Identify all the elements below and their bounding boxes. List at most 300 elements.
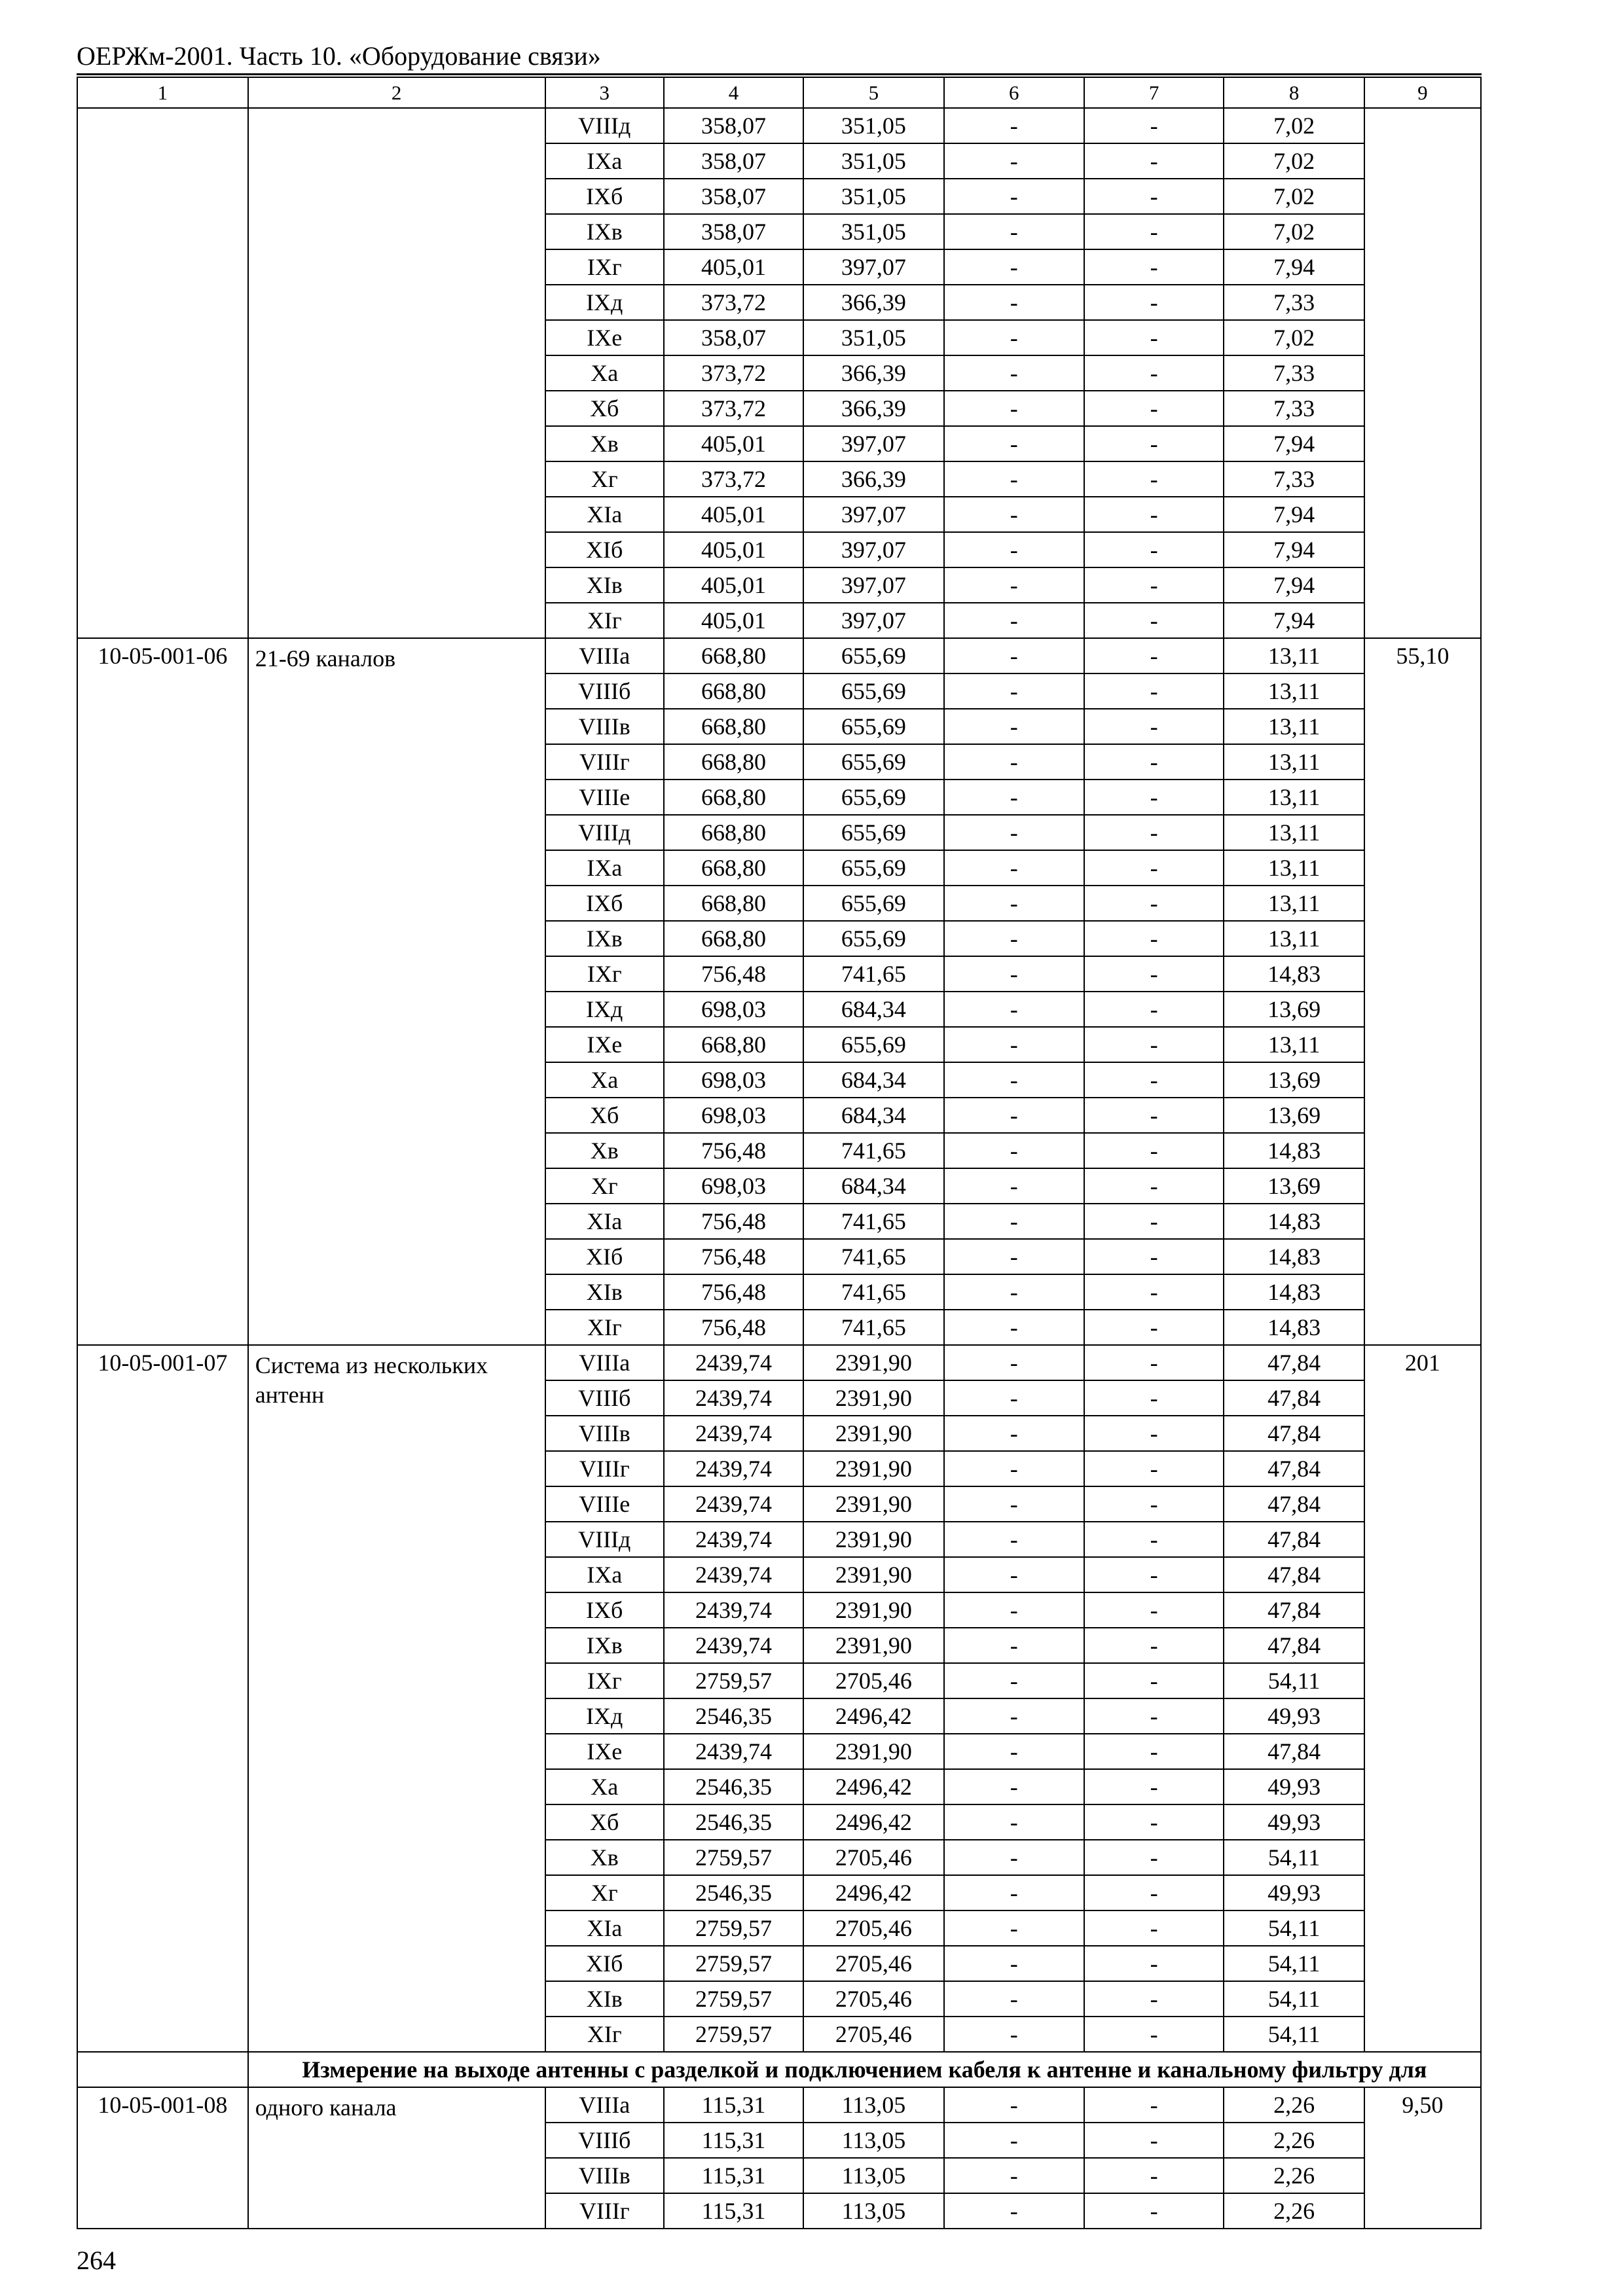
region-zone-cell: IXг [545, 956, 664, 992]
materials-cell: 49,93 [1224, 1875, 1364, 1910]
region-zone-cell: Xв [545, 426, 664, 461]
column-number: 2 [248, 77, 545, 108]
labor-cost-cell: 2496,42 [803, 1698, 943, 1734]
machines-cell: - [944, 709, 1084, 744]
region-zone-cell: IXе [545, 1027, 664, 1062]
machines-cell: - [944, 1168, 1084, 1204]
machines-cell: - [944, 391, 1084, 426]
column-number: 8 [1224, 77, 1364, 108]
materials-cell: 14,83 [1224, 1310, 1364, 1345]
materials-cell: 13,69 [1224, 1098, 1364, 1133]
region-zone-cell: XIг [545, 1310, 664, 1345]
materials-cell: 7,02 [1224, 108, 1364, 143]
driver-wages-cell: - [1084, 1840, 1224, 1875]
materials-cell: 14,83 [1224, 1204, 1364, 1239]
machines-cell: - [944, 143, 1084, 179]
driver-wages-cell: - [1084, 1663, 1224, 1698]
direct-cost-cell: 2759,57 [664, 1840, 803, 1875]
materials-cell: 7,94 [1224, 603, 1364, 638]
machines-cell: - [944, 2158, 1084, 2193]
region-zone-cell: Xг [545, 1875, 664, 1910]
direct-cost-cell: 668,80 [664, 638, 803, 673]
machines-cell: - [944, 1698, 1084, 1734]
labor-cost-cell: 741,65 [803, 1274, 943, 1310]
machines-cell: - [944, 1910, 1084, 1946]
materials-cell: 13,11 [1224, 886, 1364, 921]
direct-cost-cell: 358,07 [664, 179, 803, 214]
region-zone-cell: IXг [545, 249, 664, 285]
materials-cell: 7,94 [1224, 249, 1364, 285]
driver-wages-cell: - [1084, 567, 1224, 603]
direct-cost-cell: 405,01 [664, 497, 803, 532]
direct-cost-cell: 756,48 [664, 1239, 803, 1274]
labor-cost-cell: 655,69 [803, 886, 943, 921]
region-zone-cell: IXа [545, 1557, 664, 1592]
materials-cell: 13,11 [1224, 709, 1364, 744]
direct-cost-cell: 373,72 [664, 355, 803, 391]
direct-cost-cell: 756,48 [664, 1310, 803, 1345]
driver-wages-cell: - [1084, 673, 1224, 709]
driver-wages-cell: - [1084, 249, 1224, 285]
region-zone-cell: XIа [545, 1204, 664, 1239]
labor-cost-cell: 113,05 [803, 2087, 943, 2123]
driver-wages-cell: - [1084, 1062, 1224, 1098]
labor-cost-cell: 655,69 [803, 780, 943, 815]
driver-wages-cell: - [1084, 1698, 1224, 1734]
driver-wages-cell: - [1084, 815, 1224, 850]
driver-wages-cell: - [1084, 355, 1224, 391]
column-9-cell: 9,50 [1364, 2087, 1481, 2229]
region-zone-cell: VIIIа [545, 2087, 664, 2123]
region-zone-cell: Xа [545, 1062, 664, 1098]
direct-cost-cell: 668,80 [664, 1027, 803, 1062]
region-zone-cell: VIIIд [545, 108, 664, 143]
machines-cell: - [944, 1522, 1084, 1557]
machines-cell: - [944, 108, 1084, 143]
labor-cost-cell: 366,39 [803, 391, 943, 426]
materials-cell: 47,84 [1224, 1628, 1364, 1663]
driver-wages-cell: - [1084, 2017, 1224, 2052]
labor-cost-cell: 2391,90 [803, 1345, 943, 1380]
driver-wages-cell: - [1084, 1168, 1224, 1204]
rate-name-cell [248, 108, 545, 638]
materials-cell: 49,93 [1224, 1804, 1364, 1840]
driver-wages-cell: - [1084, 921, 1224, 956]
direct-cost-cell: 2546,35 [664, 1804, 803, 1840]
direct-cost-cell: 2759,57 [664, 1910, 803, 1946]
direct-cost-cell: 373,72 [664, 285, 803, 320]
labor-cost-cell: 366,39 [803, 461, 943, 497]
materials-cell: 14,83 [1224, 1274, 1364, 1310]
driver-wages-cell: - [1084, 1204, 1224, 1239]
rate-name-cell: одного канала [248, 2087, 545, 2229]
labor-cost-cell: 113,05 [803, 2158, 943, 2193]
column-number-row [77, 77, 1481, 108]
machines-cell: - [944, 1310, 1084, 1345]
direct-cost-cell: 756,48 [664, 1274, 803, 1310]
direct-cost-cell: 2546,35 [664, 1875, 803, 1910]
region-zone-cell: XIб [545, 532, 664, 567]
materials-cell: 14,83 [1224, 1133, 1364, 1168]
labor-cost-cell: 351,05 [803, 143, 943, 179]
direct-cost-cell: 115,31 [664, 2123, 803, 2158]
materials-cell: 7,33 [1224, 461, 1364, 497]
region-zone-cell: IXв [545, 921, 664, 956]
machines-cell: - [944, 1416, 1084, 1451]
direct-cost-cell: 115,31 [664, 2158, 803, 2193]
labor-cost-cell: 655,69 [803, 850, 943, 886]
driver-wages-cell: - [1084, 1734, 1224, 1769]
direct-cost-cell: 2439,74 [664, 1628, 803, 1663]
direct-cost-cell: 698,03 [664, 992, 803, 1027]
region-zone-cell: Xб [545, 1804, 664, 1840]
materials-cell: 47,84 [1224, 1486, 1364, 1522]
column-number: 7 [1084, 77, 1224, 108]
driver-wages-cell: - [1084, 1557, 1224, 1592]
materials-cell: 2,26 [1224, 2087, 1364, 2123]
machines-cell: - [944, 850, 1084, 886]
machines-cell: - [944, 214, 1084, 249]
driver-wages-cell: - [1084, 1981, 1224, 2017]
direct-cost-cell: 358,07 [664, 214, 803, 249]
materials-cell: 7,94 [1224, 426, 1364, 461]
driver-wages-cell: - [1084, 1910, 1224, 1946]
materials-cell: 47,84 [1224, 1451, 1364, 1486]
materials-cell: 54,11 [1224, 2017, 1364, 2052]
column-number: 3 [545, 77, 664, 108]
labor-cost-cell: 366,39 [803, 285, 943, 320]
machines-cell: - [944, 1804, 1084, 1840]
table-row [77, 1345, 1481, 1380]
machines-cell: - [944, 497, 1084, 532]
machines-cell: - [944, 1592, 1084, 1628]
labor-cost-cell: 2391,90 [803, 1628, 943, 1663]
driver-wages-cell: - [1084, 1345, 1224, 1380]
materials-cell: 13,69 [1224, 1062, 1364, 1098]
machines-cell: - [944, 1451, 1084, 1486]
driver-wages-cell: - [1084, 1628, 1224, 1663]
driver-wages-cell: - [1084, 532, 1224, 567]
driver-wages-cell: - [1084, 1804, 1224, 1840]
direct-cost-cell: 2439,74 [664, 1345, 803, 1380]
driver-wages-cell: - [1084, 426, 1224, 461]
labor-cost-cell: 351,05 [803, 214, 943, 249]
driver-wages-cell: - [1084, 1239, 1224, 1274]
region-zone-cell: XIб [545, 1946, 664, 1981]
direct-cost-cell: 698,03 [664, 1168, 803, 1204]
labor-cost-cell: 2496,42 [803, 1804, 943, 1840]
direct-cost-cell: 2759,57 [664, 1663, 803, 1698]
labor-cost-cell: 655,69 [803, 744, 943, 780]
materials-cell: 47,84 [1224, 1557, 1364, 1592]
region-zone-cell: VIIIе [545, 1486, 664, 1522]
labor-cost-cell: 741,65 [803, 1204, 943, 1239]
machines-cell: - [944, 532, 1084, 567]
machines-cell: - [944, 1769, 1084, 1804]
labor-cost-cell: 684,34 [803, 1098, 943, 1133]
column-number: 5 [803, 77, 943, 108]
region-zone-cell: VIIIд [545, 815, 664, 850]
table-row [77, 2087, 1481, 2123]
driver-wages-cell: - [1084, 1946, 1224, 1981]
machines-cell: - [944, 673, 1084, 709]
direct-cost-cell: 2759,57 [664, 1946, 803, 1981]
machines-cell: - [944, 1981, 1084, 2017]
direct-cost-cell: 698,03 [664, 1062, 803, 1098]
machines-cell: - [944, 2017, 1084, 2052]
region-zone-cell: Xа [545, 355, 664, 391]
section-heading-row [77, 2052, 1481, 2087]
labor-cost-cell: 351,05 [803, 179, 943, 214]
region-zone-cell: IXг [545, 1663, 664, 1698]
driver-wages-cell: - [1084, 886, 1224, 921]
materials-cell: 13,11 [1224, 744, 1364, 780]
direct-cost-cell: 2439,74 [664, 1522, 803, 1557]
machines-cell: - [944, 1663, 1084, 1698]
labor-cost-cell: 351,05 [803, 320, 943, 355]
materials-cell: 2,26 [1224, 2193, 1364, 2229]
region-zone-cell: VIIIв [545, 709, 664, 744]
labor-cost-cell: 351,05 [803, 108, 943, 143]
machines-cell: - [944, 355, 1084, 391]
driver-wages-cell: - [1084, 956, 1224, 992]
materials-cell: 49,93 [1224, 1698, 1364, 1734]
materials-cell: 7,02 [1224, 143, 1364, 179]
driver-wages-cell: - [1084, 1027, 1224, 1062]
region-zone-cell: VIIIг [545, 744, 664, 780]
driver-wages-cell: - [1084, 603, 1224, 638]
labor-cost-cell: 741,65 [803, 1239, 943, 1274]
region-zone-cell: VIIIа [545, 638, 664, 673]
driver-wages-cell: - [1084, 992, 1224, 1027]
driver-wages-cell: - [1084, 108, 1224, 143]
labor-cost-cell: 2705,46 [803, 1910, 943, 1946]
materials-cell: 47,84 [1224, 1592, 1364, 1628]
machines-cell: - [944, 921, 1084, 956]
direct-cost-cell: 373,72 [664, 391, 803, 426]
region-zone-cell: IXа [545, 143, 664, 179]
machines-cell: - [944, 249, 1084, 285]
machines-cell: - [944, 1027, 1084, 1062]
direct-cost-cell: 668,80 [664, 673, 803, 709]
machines-cell: - [944, 1098, 1084, 1133]
region-zone-cell: VIIIб [545, 1380, 664, 1416]
labor-cost-cell: 684,34 [803, 1062, 943, 1098]
labor-cost-cell: 2705,46 [803, 1946, 943, 1981]
materials-cell: 54,11 [1224, 1910, 1364, 1946]
direct-cost-cell: 668,80 [664, 815, 803, 850]
machines-cell: - [944, 780, 1084, 815]
labor-cost-cell: 366,39 [803, 355, 943, 391]
materials-cell: 47,84 [1224, 1522, 1364, 1557]
driver-wages-cell: - [1084, 1310, 1224, 1345]
labor-cost-cell: 2496,42 [803, 1875, 943, 1910]
driver-wages-cell: - [1084, 1133, 1224, 1168]
column-9-cell: 55,10 [1364, 638, 1481, 1345]
section-heading-empty-cell [77, 2052, 248, 2087]
driver-wages-cell: - [1084, 2123, 1224, 2158]
rate-code-cell: 10-05-001-08 [77, 2087, 248, 2229]
section-heading: Измерение на выходе антенны с разделкой и подключением кабеля к антенне и канальному фильтру для [248, 2052, 1481, 2087]
region-zone-cell: VIIIа [545, 1345, 664, 1380]
materials-cell: 13,69 [1224, 1168, 1364, 1204]
materials-cell: 13,11 [1224, 638, 1364, 673]
direct-cost-cell: 2439,74 [664, 1486, 803, 1522]
column-number: 1 [77, 77, 248, 108]
materials-cell: 49,93 [1224, 1769, 1364, 1804]
machines-cell: - [944, 992, 1084, 1027]
driver-wages-cell: - [1084, 179, 1224, 214]
driver-wages-cell: - [1084, 1875, 1224, 1910]
labor-cost-cell: 397,07 [803, 249, 943, 285]
materials-cell: 47,84 [1224, 1734, 1364, 1769]
driver-wages-cell: - [1084, 709, 1224, 744]
labor-cost-cell: 2496,42 [803, 1769, 943, 1804]
direct-cost-cell: 2439,74 [664, 1592, 803, 1628]
materials-cell: 7,02 [1224, 179, 1364, 214]
labor-cost-cell: 655,69 [803, 921, 943, 956]
region-zone-cell: IXв [545, 214, 664, 249]
materials-cell: 13,11 [1224, 850, 1364, 886]
table-row [77, 638, 1481, 673]
driver-wages-cell: - [1084, 2087, 1224, 2123]
direct-cost-cell: 668,80 [664, 780, 803, 815]
labor-cost-cell: 684,34 [803, 992, 943, 1027]
driver-wages-cell: - [1084, 2158, 1224, 2193]
region-zone-cell: XIб [545, 1239, 664, 1274]
region-zone-cell: Xв [545, 1133, 664, 1168]
driver-wages-cell: - [1084, 285, 1224, 320]
region-zone-cell: VIIIд [545, 1522, 664, 1557]
machines-cell: - [944, 320, 1084, 355]
rate-name-cell: Система из нескольких антенн [248, 1345, 545, 2052]
labor-cost-cell: 2391,90 [803, 1734, 943, 1769]
driver-wages-cell: - [1084, 850, 1224, 886]
direct-cost-cell: 115,31 [664, 2193, 803, 2229]
driver-wages-cell: - [1084, 744, 1224, 780]
machines-cell: - [944, 2123, 1084, 2158]
materials-cell: 54,11 [1224, 1840, 1364, 1875]
direct-cost-cell: 756,48 [664, 1204, 803, 1239]
direct-cost-cell: 668,80 [664, 921, 803, 956]
machines-cell: - [944, 1946, 1084, 1981]
region-zone-cell: IXб [545, 179, 664, 214]
labor-cost-cell: 684,34 [803, 1168, 943, 1204]
region-zone-cell: VIIIв [545, 1416, 664, 1451]
driver-wages-cell: - [1084, 1380, 1224, 1416]
machines-cell: - [944, 1734, 1084, 1769]
materials-cell: 7,33 [1224, 355, 1364, 391]
machines-cell: - [944, 1239, 1084, 1274]
materials-cell: 13,11 [1224, 1027, 1364, 1062]
region-zone-cell: XIа [545, 1910, 664, 1946]
direct-cost-cell: 698,03 [664, 1098, 803, 1133]
region-zone-cell: VIIIе [545, 780, 664, 815]
column-number: 6 [944, 77, 1084, 108]
table-row [77, 108, 1481, 143]
materials-cell: 14,83 [1224, 956, 1364, 992]
labor-cost-cell: 2391,90 [803, 1416, 943, 1451]
materials-cell: 13,69 [1224, 992, 1364, 1027]
materials-cell: 2,26 [1224, 2158, 1364, 2193]
labor-cost-cell: 2391,90 [803, 1592, 943, 1628]
region-zone-cell: IXе [545, 320, 664, 355]
materials-cell: 2,26 [1224, 2123, 1364, 2158]
labor-cost-cell: 113,05 [803, 2123, 943, 2158]
region-zone-cell: VIIIб [545, 673, 664, 709]
labor-cost-cell: 397,07 [803, 497, 943, 532]
column-number: 4 [664, 77, 803, 108]
machines-cell: - [944, 1840, 1084, 1875]
driver-wages-cell: - [1084, 461, 1224, 497]
direct-cost-cell: 2759,57 [664, 1981, 803, 2017]
materials-cell: 54,11 [1224, 1981, 1364, 2017]
direct-cost-cell: 756,48 [664, 1133, 803, 1168]
region-zone-cell: VIIIб [545, 2123, 664, 2158]
page-header: ОЕРЖм-2001. Часть 10. «Оборудование связи» [77, 41, 601, 71]
labor-cost-cell: 2705,46 [803, 1981, 943, 2017]
region-zone-cell: Xб [545, 1098, 664, 1133]
driver-wages-cell: - [1084, 780, 1224, 815]
direct-cost-cell: 405,01 [664, 567, 803, 603]
machines-cell: - [944, 426, 1084, 461]
region-zone-cell: Xб [545, 391, 664, 426]
machines-cell: - [944, 2087, 1084, 2123]
labor-cost-cell: 397,07 [803, 426, 943, 461]
driver-wages-cell: - [1084, 391, 1224, 426]
rate-code-cell: 10-05-001-07 [77, 1345, 248, 2052]
materials-cell: 7,94 [1224, 497, 1364, 532]
driver-wages-cell: - [1084, 214, 1224, 249]
materials-cell: 7,02 [1224, 320, 1364, 355]
direct-cost-cell: 115,31 [664, 2087, 803, 2123]
labor-cost-cell: 655,69 [803, 638, 943, 673]
labor-cost-cell: 2391,90 [803, 1380, 943, 1416]
labor-cost-cell: 397,07 [803, 567, 943, 603]
region-zone-cell: XIв [545, 567, 664, 603]
direct-cost-cell: 405,01 [664, 603, 803, 638]
region-zone-cell: IXб [545, 1592, 664, 1628]
region-zone-cell: XIг [545, 603, 664, 638]
machines-cell: - [944, 1204, 1084, 1239]
rate-code-cell [77, 108, 248, 638]
machines-cell: - [944, 956, 1084, 992]
rates-table [77, 77, 1482, 2229]
materials-cell: 7,94 [1224, 532, 1364, 567]
page-number: 264 [77, 2246, 116, 2275]
labor-cost-cell: 655,69 [803, 815, 943, 850]
direct-cost-cell: 668,80 [664, 886, 803, 921]
region-zone-cell: IXа [545, 850, 664, 886]
labor-cost-cell: 2705,46 [803, 2017, 943, 2052]
direct-cost-cell: 2439,74 [664, 1380, 803, 1416]
direct-cost-cell: 405,01 [664, 426, 803, 461]
labor-cost-cell: 2705,46 [803, 1840, 943, 1875]
direct-cost-cell: 2546,35 [664, 1698, 803, 1734]
region-zone-cell: IXд [545, 992, 664, 1027]
materials-cell: 47,84 [1224, 1416, 1364, 1451]
direct-cost-cell: 405,01 [664, 532, 803, 567]
direct-cost-cell: 668,80 [664, 709, 803, 744]
machines-cell: - [944, 2193, 1084, 2229]
materials-cell: 13,11 [1224, 815, 1364, 850]
materials-cell: 54,11 [1224, 1663, 1364, 1698]
direct-cost-cell: 358,07 [664, 143, 803, 179]
labor-cost-cell: 397,07 [803, 532, 943, 567]
labor-cost-cell: 655,69 [803, 1027, 943, 1062]
region-zone-cell: XIв [545, 1274, 664, 1310]
machines-cell: - [944, 1380, 1084, 1416]
